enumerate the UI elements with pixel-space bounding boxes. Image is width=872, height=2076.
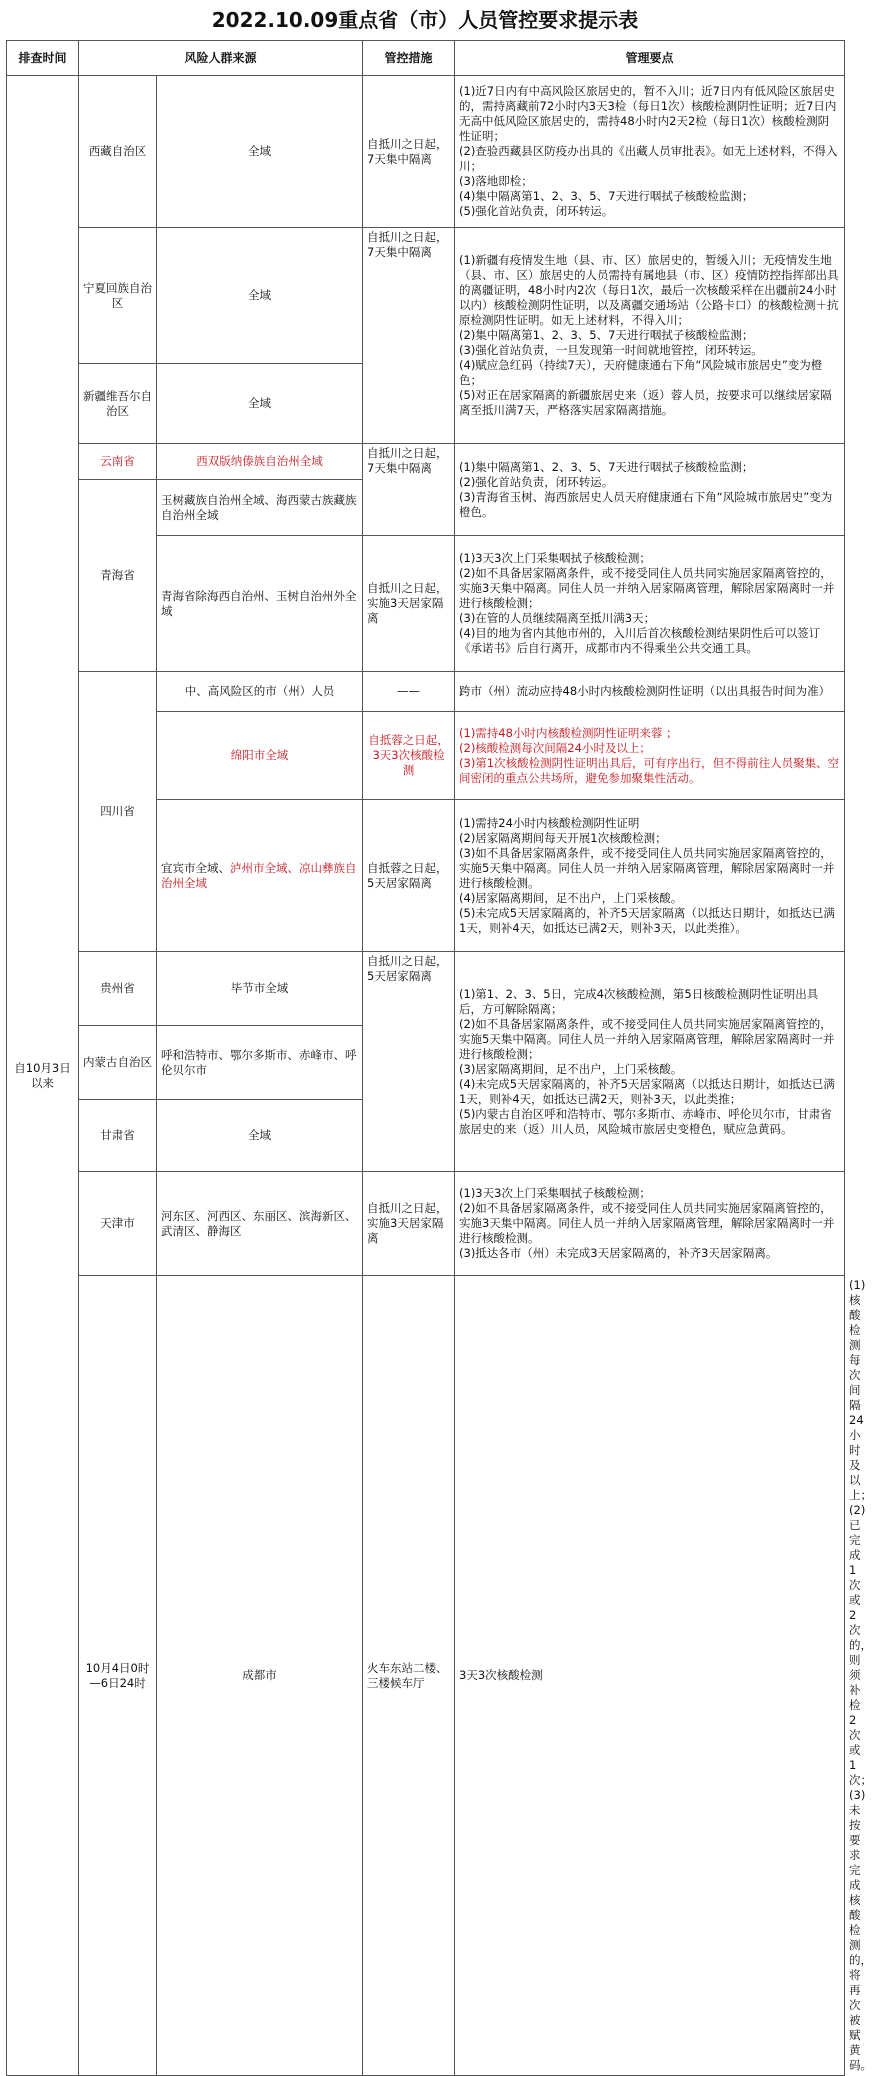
table-header-row bbox=[7, 41, 845, 76]
province-cell: 内蒙古自治区 bbox=[79, 1026, 157, 1100]
header-source: 风险人群来源 bbox=[79, 41, 363, 76]
measure-cell: 自抵川之日起，7天集中隔离 bbox=[363, 228, 455, 444]
province-cell: 新疆维吾尔自治区 bbox=[79, 364, 157, 444]
area-cell: 玉树藏族自治州全域、海西蒙古族藏族自治州全域 bbox=[157, 480, 363, 536]
measure-cell: 自抵蓉之日起，3天3次核酸检测 bbox=[363, 712, 455, 800]
area-cell: 宜宾市全域、泸州市全域、凉山彝族自治州全域 bbox=[157, 800, 363, 952]
province-cell: 天津市 bbox=[79, 1172, 157, 1276]
points-cell: (1)近7日内有中高风险区旅居史的，暂不入川；近7日内有低风险区旅居史的，需持离藏前72小时内3天3检（每日1次）核酸检测阴性证明；近7日内无高中低风险区旅居史的，需持48小时内2天2检（每日1次）核酸检测阴性证明； (2)查验西藏县区防疫办出具的《出藏人员审批表》。如无上述材料，不得入川； (3)落地即检； (4)集中隔离第1、2、3、5、7天进行咽拭子核酸检监测； (5)强化首站负责，闭环转运。 bbox=[455, 76, 845, 228]
measure-cell: 自抵川之日起，7天集中隔离 bbox=[363, 76, 455, 228]
table-row bbox=[7, 672, 845, 712]
measure-cell: 自抵蓉之日起，5天居家隔离 bbox=[363, 800, 455, 952]
area-cell: 河东区、河西区、东丽区、滨海新区、武清区、静海区 bbox=[157, 1172, 363, 1276]
page-title: 2022.10.09重点省（市）人员管控要求提示表 bbox=[211, 8, 639, 32]
header-measure: 管控措施 bbox=[363, 41, 455, 76]
province-cell: 宁夏回族自治区 bbox=[79, 228, 157, 364]
area-cell: 西双版纳傣族自治州全域 bbox=[157, 444, 363, 480]
table-row bbox=[7, 1172, 845, 1276]
province-cell: 甘肃省 bbox=[79, 1100, 157, 1172]
points-cell: (1)新疆有疫情发生地（县、市、区）旅居史的，暂缓入川；无疫情发生地（县、市、区）旅居史的人员需持有属地县（市、区）疫情防控指挥部出具的离疆证明，48小时内2次（每日1次，最后一次核酸采样在出疆前24小时以内）核酸检测阴性证明，以及离疆交通场站（公路卡口）的核酸检测＋抗原检测阴性证明。如无上述材料，不得入川； (2)集中隔离第1、2、3、5、7天进行咽拭子核酸检监测； (3)强化首站负责，一旦发现第一时间就地管控，闭环转运。 (4)赋应急红码（持续7天），天府健康通右下角“风险城市旅居史”变为橙色； (5)对正在居家隔离的新疆旅居史来（返）蓉人员，按要求可以继续居家隔离至抵川满7天，严格落实居家隔离措施。 bbox=[455, 228, 845, 444]
measure-cell: 自抵川之日起，5天居家隔离 bbox=[363, 952, 455, 1172]
points-cell: (1)需持48小时内核酸检测阴性证明来蓉 ； (2)核酸检测每次间隔24小时及以上； (3)第1次核酸检测阴性证明出具后，可有序出行，但不得前往人员聚集、空间密闭的重点公共场所，避免参加聚集性活动。 bbox=[455, 712, 845, 800]
area-cell: 全域 bbox=[157, 228, 363, 364]
control-table bbox=[6, 40, 872, 2076]
header-points: 管理要点 bbox=[455, 41, 845, 76]
points-cell: (1)需持24小时内核酸检测阴性证明 (2)居家隔离期间每天开展1次核酸检测； (3)如不具备居家隔离条件，或不接受同住人员共同实施居家隔离管控的，实施5天集中隔离。同住人员一并纳入居家隔离管理，解除居家隔离时一并进行核酸检测。 (4)居家隔离期间，足不出户，上门采核酸。 (5)未完成5天居家隔离的，补齐5天居家隔离（以抵达日期计，如抵达已满1天，则补4天，如抵达已满2天，则补3天，以此类推）。 bbox=[455, 800, 845, 952]
period-since-oct3: 自10月3日以来 bbox=[7, 76, 79, 2076]
province-cell: 成都市 bbox=[157, 1276, 363, 2076]
table-row: 10月4日0时—6日24时 成都市 火车东站二楼、三楼候车厅 3天3次核酸检测 (1)核酸检测每次间隔24小时及以上； (2)已完成1次或2次的，则须补检2次或1次； (3)未按要求完成核酸检测的，将再次被赋黄码。 bbox=[7, 1276, 845, 2076]
measure-cell: 自抵川之日起，7天集中隔离 bbox=[363, 444, 455, 536]
area-cell: 全域 bbox=[157, 1100, 363, 1172]
points-cell: (1)3天3次上门采集咽拭子核酸检测； (2)如不具备居家隔离条件，或不接受同住人员共同实施居家隔离管控的，实施3天集中隔离。同住人员一并纳入居家隔离管理，解除居家隔离时一并进行核酸检测； (3)在管的人员继续隔离至抵川满3天； (4)目的地为省内其他市州的，入川后首次核酸检测结果阴性后可以签订《承诺书》后自行离开，成都市内不得乘坐公共交通工具。 bbox=[455, 536, 845, 672]
table-row bbox=[7, 952, 845, 1026]
province-cell: 西藏自治区 bbox=[79, 76, 157, 228]
measure-cell: 自抵川之日起，实施3天居家隔离 bbox=[363, 536, 455, 672]
area-cell: 全域 bbox=[157, 76, 363, 228]
province-cell: 贵州省 bbox=[79, 952, 157, 1026]
table-row bbox=[7, 76, 845, 228]
points-cell: (1)集中隔离第1、2、3、5、7天进行咽拭子核酸检监测； (2)强化首站负责，闭环转运。 (3)青海省玉树、海西旅居史人员天府健康通右下角“风险城市旅居史”变为橙色。 bbox=[455, 444, 845, 536]
area-cell: 绵阳市全域 bbox=[157, 712, 363, 800]
measure-cell: 3天3次核酸检测 bbox=[455, 1276, 845, 2076]
area-cell: 毕节市全域 bbox=[157, 952, 363, 1026]
points-cell: (1)第1、2、3、5日，完成4次核酸检测，第5日核酸检测阴性证明出具后，方可解除隔离； (2)如不具备居家隔离条件，或不接受同住人员共同实施居家隔离管控的，实施5天集中隔离。同住人员一并纳入居家隔离管理，解除居家隔离时一并进行核酸检测； (3)居家隔离期间，足不出户，上门采核酸。 (4)未完成5天居家隔离的，补齐5天居家隔离（以抵达日期计，如抵达已满1天，则补4天，如抵达已满2天，则补3天，以此类推； (5)内蒙古自治区呼和浩特市、鄂尔多斯市、赤峰市、呼伦贝尔市，甘肃省旅居史的来（返）川人员，风险城市旅居史变橙色，赋应急黄码。 bbox=[455, 952, 845, 1172]
table-row bbox=[7, 228, 845, 364]
points-cell: (1)3天3次上门采集咽拭子核酸检测； (2)如不具备居家隔离条件，或不接受同住人员共同实施居家隔离管控的，实施3天集中隔离。同住人员一并纳入居家隔离管理，解除居家隔离时一并进行核酸检测。 (3)抵达各市（州）未完成3天居家隔离的，补齐3天居家隔离。 bbox=[455, 1172, 845, 1276]
period-oct4-6: 10月4日0时—6日24时 bbox=[79, 1276, 157, 2076]
area-cell: 青海省除海西自治州、玉树自治州外全域 bbox=[157, 536, 363, 672]
points-cell: 跨市（州）流动应持48小时内核酸检测阴性证明（以出具报告时间为准） bbox=[455, 672, 845, 712]
header-time: 排查时间 bbox=[7, 41, 79, 76]
area-cell: 火车东站二楼、三楼候车厅 bbox=[363, 1276, 455, 2076]
area-cell: 全域 bbox=[157, 364, 363, 444]
province-cell: 云南省 bbox=[79, 444, 157, 480]
measure-cell: 自抵川之日起，实施3天居家隔离 bbox=[363, 1172, 455, 1276]
province-cell: 四川省 bbox=[79, 672, 157, 952]
table-row bbox=[7, 444, 845, 480]
measure-cell: —— bbox=[363, 672, 455, 712]
province-cell: 青海省 bbox=[79, 480, 157, 672]
area-cell: 呼和浩特市、鄂尔多斯市、赤峰市、呼伦贝尔市 bbox=[157, 1026, 363, 1100]
area-cell: 中、高风险区的市（州）人员 bbox=[157, 672, 363, 712]
